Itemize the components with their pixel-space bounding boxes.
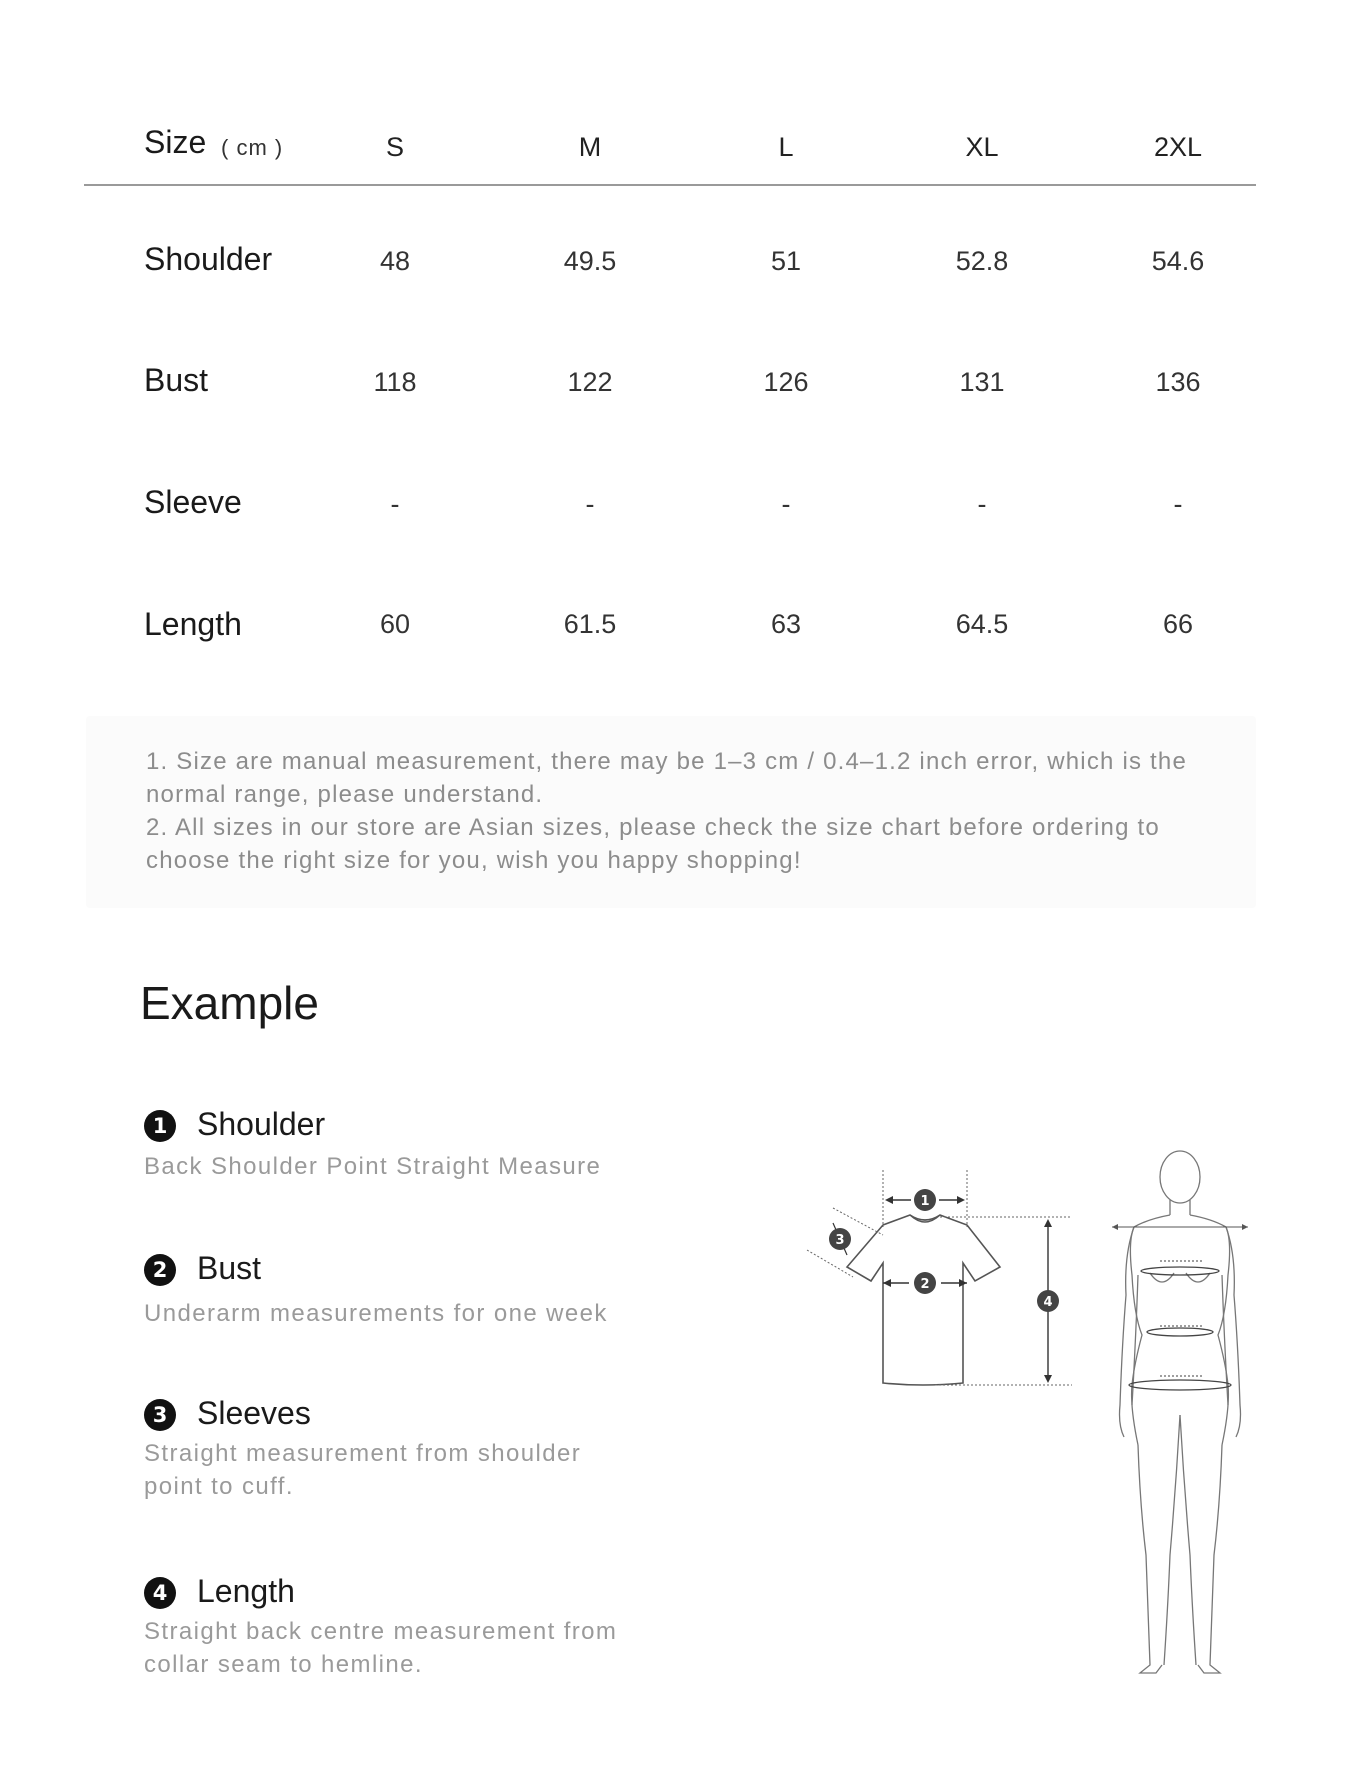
table-cell: 126 bbox=[763, 367, 809, 397]
item-desc-sleeves: Straight measurement from shoulder point to cuff. bbox=[144, 1440, 582, 1500]
table-cell: 52.8 bbox=[955, 246, 1009, 276]
number-badge-2-icon: 2 bbox=[144, 1254, 176, 1286]
note-1: 1. Size are manual measurement, there may be 1–3 cm / 0.4–1.2 inch error, which is the normal range, please understand. bbox=[146, 748, 1188, 808]
number-badge-4-icon: 4 bbox=[144, 1577, 176, 1609]
item-title-length: Length bbox=[197, 1573, 295, 1609]
table-cell: - bbox=[390, 489, 400, 519]
svg-text:2: 2 bbox=[920, 1277, 930, 1292]
row-label-bust: Bust bbox=[144, 362, 209, 398]
table-cell: 118 bbox=[373, 367, 417, 397]
table-cell: 63 bbox=[770, 609, 802, 639]
table-cell: 131 bbox=[959, 367, 1005, 397]
item-desc-length: Straight back centre measurement from collar seam to hemline. bbox=[144, 1618, 618, 1678]
size-unit-label: ( cm ) bbox=[221, 135, 284, 160]
table-cell: 61.5 bbox=[563, 609, 617, 639]
row-label-sleeve: Sleeve bbox=[144, 484, 242, 520]
table-cell: 64.5 bbox=[955, 609, 1009, 639]
item-title-bust: Bust bbox=[197, 1250, 262, 1286]
size-col-xl: XL bbox=[965, 132, 999, 162]
table-cell: 54.6 bbox=[1151, 246, 1205, 276]
note-2: 2. All sizes in our store are Asian sizes, please check the size chart before ordering to choose the right size for you, wish you happy shopping! bbox=[146, 814, 1160, 874]
table-cell: 122 bbox=[567, 367, 613, 397]
svg-text:4: 4 bbox=[1043, 1295, 1053, 1310]
size-col-l: L bbox=[778, 132, 794, 162]
item-title-sleeves: Sleeves bbox=[197, 1395, 311, 1431]
item-desc-shoulder: Back Shoulder Point Straight Measure bbox=[144, 1153, 602, 1180]
table-cell: 60 bbox=[379, 609, 411, 639]
item-desc-bust: Underarm measurements for one week bbox=[144, 1300, 608, 1327]
row-label-length: Length bbox=[144, 606, 242, 642]
size-col-2xl: 2XL bbox=[1153, 132, 1203, 162]
number-badge-3-icon: 3 bbox=[144, 1399, 176, 1431]
row-label-shoulder: Shoulder bbox=[144, 241, 273, 277]
body-figure-icon bbox=[1110, 1145, 1250, 1680]
table-cell: 136 bbox=[1155, 367, 1201, 397]
size-col-s: S bbox=[385, 132, 404, 162]
example-title: Example bbox=[140, 977, 319, 1029]
size-header-label: Size bbox=[144, 124, 207, 160]
svg-text:3: 3 bbox=[835, 1233, 845, 1248]
item-title-shoulder: Shoulder bbox=[197, 1106, 326, 1142]
table-cell: - bbox=[977, 489, 987, 519]
table-cell: 66 bbox=[1162, 609, 1194, 639]
tshirt-diagram bbox=[795, 1155, 1085, 1400]
header-divider bbox=[84, 184, 1256, 186]
tshirt-outline bbox=[847, 1215, 1000, 1385]
table-cell: - bbox=[585, 489, 595, 519]
size-col-m: M bbox=[578, 132, 602, 162]
table-cell: - bbox=[1173, 489, 1183, 519]
table-cell: 51 bbox=[770, 246, 802, 276]
table-cell: 49.5 bbox=[563, 246, 617, 276]
svg-text:1: 1 bbox=[920, 1194, 930, 1209]
table-cell: 48 bbox=[379, 246, 411, 276]
tshirt-collar bbox=[910, 1215, 940, 1222]
number-badge-1-icon: 1 bbox=[144, 1110, 176, 1142]
table-cell: - bbox=[781, 489, 791, 519]
